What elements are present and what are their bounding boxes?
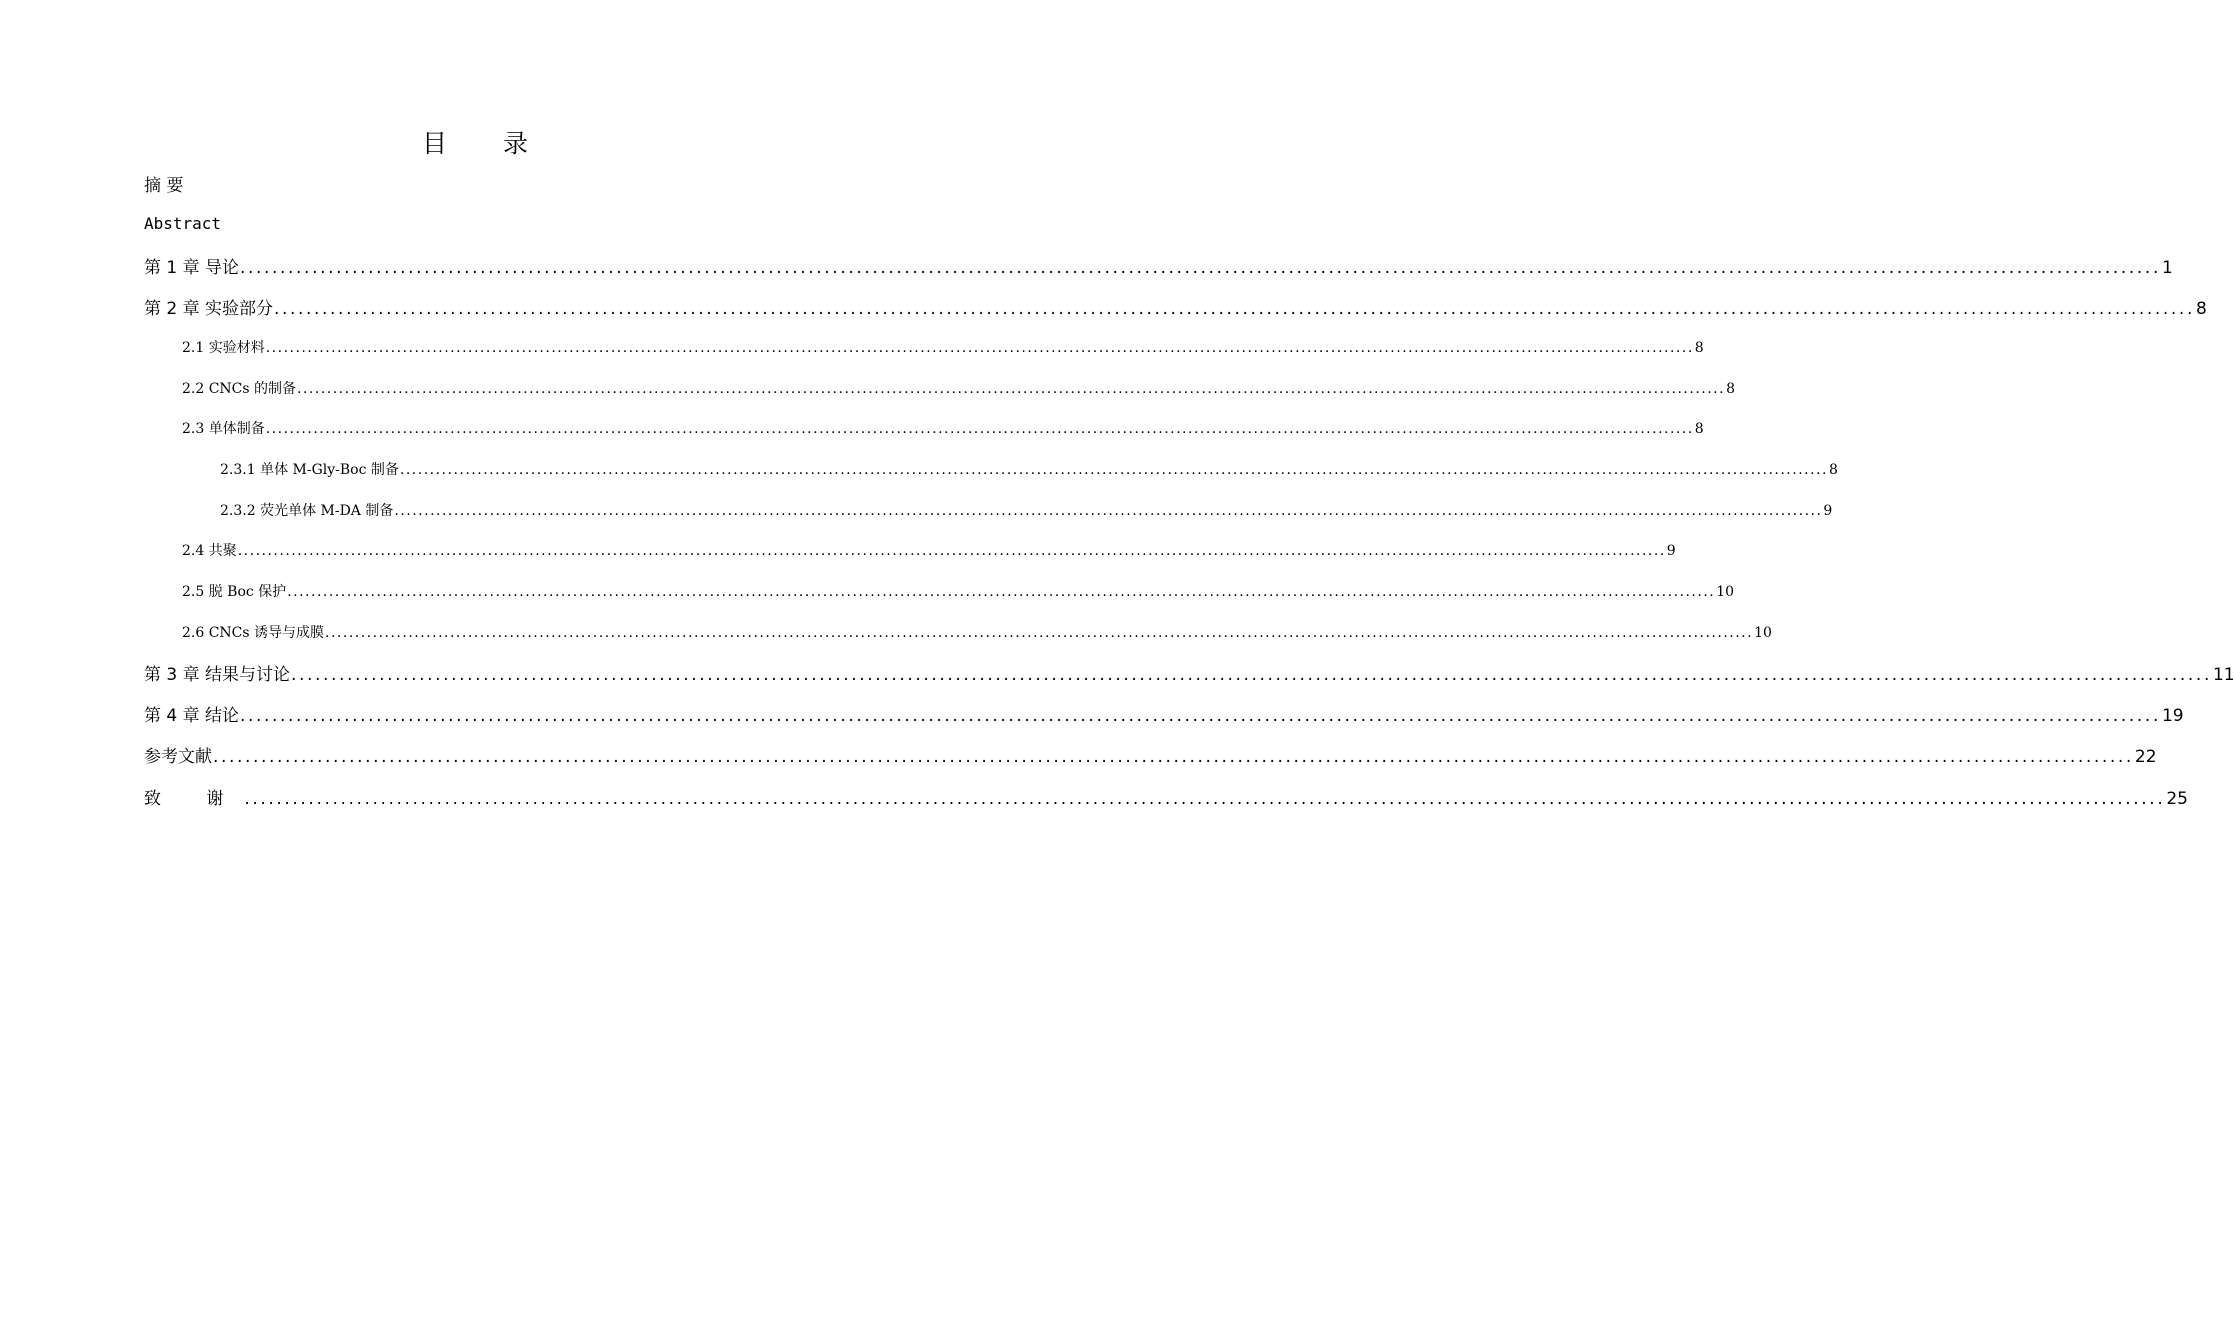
toc-entry-chapter-3[interactable] [144, 660, 2235, 685]
toc-entry-label: 第 2 章 实验部分 [144, 299, 274, 319]
toc-entry-page: 9 [1823, 503, 1833, 519]
toc-abstract-cn: 摘 要 [144, 176, 184, 196]
toc-entry-page: 8 [1694, 421, 1704, 437]
toc-leader-dots: ................................................................................................................................................................................................................................................ [394, 503, 1823, 519]
toc-entry-chapter-2[interactable] [144, 294, 2207, 319]
toc-leader-dots: ................................................................................................................................................................................................................................................ [291, 665, 2212, 685]
toc-entry-page: 10 [1716, 584, 1735, 600]
toc-entry-page: 8 [1694, 340, 1704, 356]
toc-leader-dots: ................................................................................................................................................................................................................................................ [265, 340, 1694, 356]
toc-leader-dots: ................................................................................................................................................................................................................................................ [399, 462, 1828, 478]
toc-entry-chapter-1[interactable] [144, 253, 2173, 278]
toc-entry-label: 2.1 实验材料 [182, 340, 265, 356]
toc-entry-label: 2.5 脱 Boc 保护 [182, 584, 287, 600]
toc-entry-2-3[interactable] [182, 418, 1704, 438]
toc-leader-dots: ................................................................................................................................................................................................................................................ [244, 789, 2166, 809]
toc-entry-label: 第 1 章 导论 [144, 258, 240, 278]
toc-entry-2-4[interactable] [182, 540, 1676, 560]
toc-entry-page: 8 [1726, 381, 1735, 397]
toc-leader-dots: ................................................................................................................................................................................................................................................ [237, 543, 1666, 559]
toc-leader-dots: ................................................................................................................................................................................................................................................ [213, 747, 2134, 767]
toc-leader-dots: ................................................................................................................................................................................................................................................ [325, 625, 1754, 641]
toc-entry-page: 10 [1754, 625, 1772, 641]
toc-leader-dots: ................................................................................................................................................................................................................................................ [297, 381, 1726, 397]
toc-entry-label: 参考文献 [144, 747, 212, 767]
toc-entry-2-6[interactable] [182, 622, 1772, 642]
toc-leader-dots: ................................................................................................................................................................................................................................................ [287, 584, 1716, 600]
toc-entry-label: 第 3 章 结果与讨论 [144, 665, 291, 685]
toc-entry-2-3-1[interactable] [220, 459, 1838, 479]
toc-entry-references[interactable] [144, 742, 2157, 767]
toc-entry-page: 22 [2134, 747, 2157, 767]
toc-entry-page: 25 [2166, 789, 2188, 809]
toc-entry-label: 第 4 章 结论 [144, 706, 240, 726]
toc-entry-page: 1 [2161, 258, 2173, 278]
toc-leader-dots: ................................................................................................................................................................................................................................................ [274, 299, 2195, 319]
toc-entry-label: 2.2 CNCs 的制备 [182, 381, 297, 397]
toc-entry-label: 致 谢 [144, 789, 244, 809]
toc-entry-label: 2.3 单体制备 [182, 421, 265, 437]
toc-entry-label: 2.3.2 荧光单体 M-DA 制备 [220, 503, 394, 519]
toc-entry-page: 8 [1828, 462, 1838, 478]
toc-entry-acknowledgements[interactable] [144, 784, 2188, 809]
toc-title: 目 录 [422, 129, 552, 158]
toc-entry-2-3-2[interactable] [220, 500, 1833, 520]
toc-entry-label: 2.6 CNCs 诱导与成膜 [182, 625, 325, 641]
toc-entry-page: 11 [2212, 665, 2235, 685]
toc-entry-page: 19 [2161, 706, 2184, 726]
toc-leader-dots: ................................................................................................................................................................................................................................................ [265, 421, 1694, 437]
toc-entry-chapter-4[interactable] [144, 701, 2184, 726]
toc-entry-2-2[interactable] [182, 378, 1735, 398]
toc-entry-label: 2.4 共聚 [182, 543, 237, 559]
toc-leader-dots: ................................................................................................................................................................................................................................................ [240, 258, 2161, 278]
toc-abstract-en: Abstract [144, 214, 222, 233]
toc-entry-label: 2.3.1 单体 M-Gly-Boc 制备 [220, 462, 399, 478]
toc-entry-2-5[interactable] [182, 581, 1735, 601]
toc-leader-dots: ................................................................................................................................................................................................................................................ [240, 706, 2161, 726]
toc-entry-page: 9 [1666, 543, 1676, 559]
toc-entry-page: 8 [2195, 299, 2207, 319]
toc-entry-2-1[interactable] [182, 337, 1704, 357]
